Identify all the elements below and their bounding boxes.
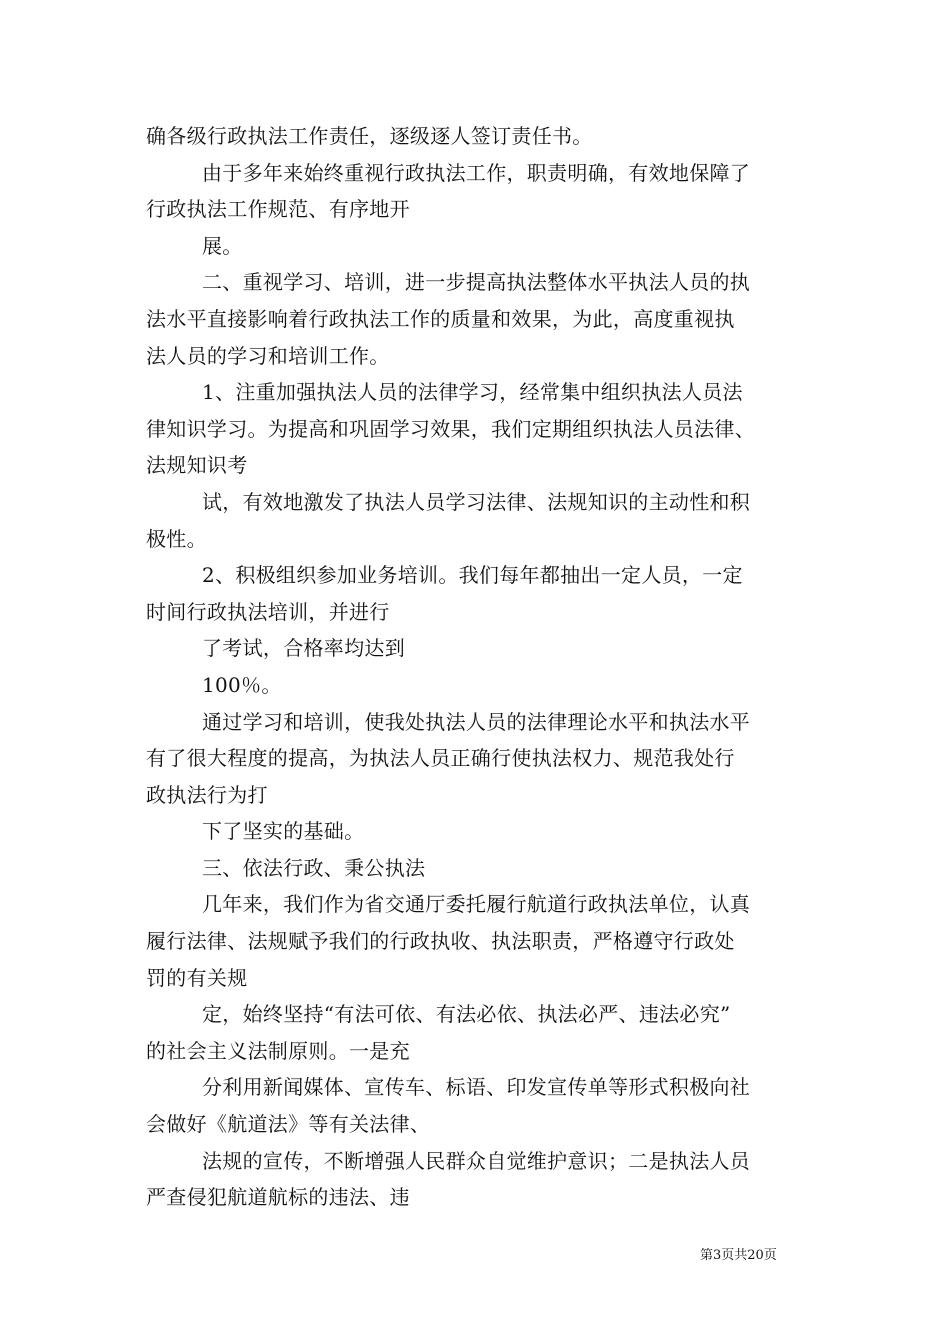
text-line: 行政执法工作规范、有序地开 xyxy=(146,197,410,222)
text-line: 极性。 xyxy=(146,526,207,551)
text-line: 试，有效地激发了执法人员学习法律、法规知识的主动性和积 xyxy=(202,489,751,514)
text-line: 律知识学习。为提高和巩固学习效果，我们定期组织执法人员法律、 xyxy=(146,416,755,441)
text-line: 由于多年来始终重视行政执法工作，职责明确，有效地保障了 xyxy=(202,160,751,185)
text-line: 的社会主义法制原则。一是充 xyxy=(146,1038,410,1063)
text-line: 分利用新闻媒体、宣传车、标语、印发宣传单等形式积极向社 xyxy=(202,1075,751,1100)
text-line: 几年来，我们作为省交通厅委托履行航道行政执法单位，认真 xyxy=(202,892,751,917)
text-line: 罚的有关规 xyxy=(146,965,248,990)
text-line: 法规知识考 xyxy=(146,453,248,478)
page-number-footer: 第3页共20页 xyxy=(700,1248,777,1263)
text-line: 法水平直接影响着行政执法工作的质量和效果，为此，高度重视执 xyxy=(146,306,735,331)
text-line: 二、重视学习、培训，进一步提高执法整体水平执法人员的执 xyxy=(202,270,751,295)
text-line: 会做好《航道法》等有关法律、 xyxy=(146,1112,431,1137)
text-line: 了考试，合格率均达到 xyxy=(202,636,405,661)
text-line: 确各级行政执法工作责任，逐级逐人签订责任书。 xyxy=(146,124,593,148)
text-line: 时间行政执法培训，并进行 xyxy=(146,599,390,624)
text-line: 法人员的学习和培训工作。 xyxy=(146,343,390,368)
text-line: 三、依法行政、秉公执法 xyxy=(202,855,426,880)
text-line: 政执法行为打 xyxy=(146,782,268,807)
text-line: 1、注重加强执法人员的法律学习，经常集中组织执法人员法 xyxy=(202,380,743,405)
text-line: 通过学习和培训，使我处执法人员的法律理论水平和执法水平 xyxy=(202,709,751,734)
text-line: 有了很大程度的提高，为执法人员正确行使执法权力、规范我处行 xyxy=(146,746,735,771)
text-line: 2、积极组织参加业务培训。我们每年都抽出一定人员，一定 xyxy=(202,563,743,588)
text-line: 严查侵犯航道航标的违法、违 xyxy=(146,1185,410,1210)
text-line: 法规的宣传，不断增强人民群众自觉维护意识；二是执法人员 xyxy=(202,1148,751,1173)
text-line: 定，始终坚持“有法可依、有法必依、执法必严、违法必究” xyxy=(202,1002,731,1027)
text-line: 履行法律、法规赋予我们的行政执收、执法职责，严格遵守行政处 xyxy=(146,929,735,954)
text-line: 下了坚实的基础。 xyxy=(202,819,365,844)
text-line: 100％。 xyxy=(202,672,282,697)
text-line: 展。 xyxy=(202,233,243,258)
body-text xyxy=(146,118,816,1216)
